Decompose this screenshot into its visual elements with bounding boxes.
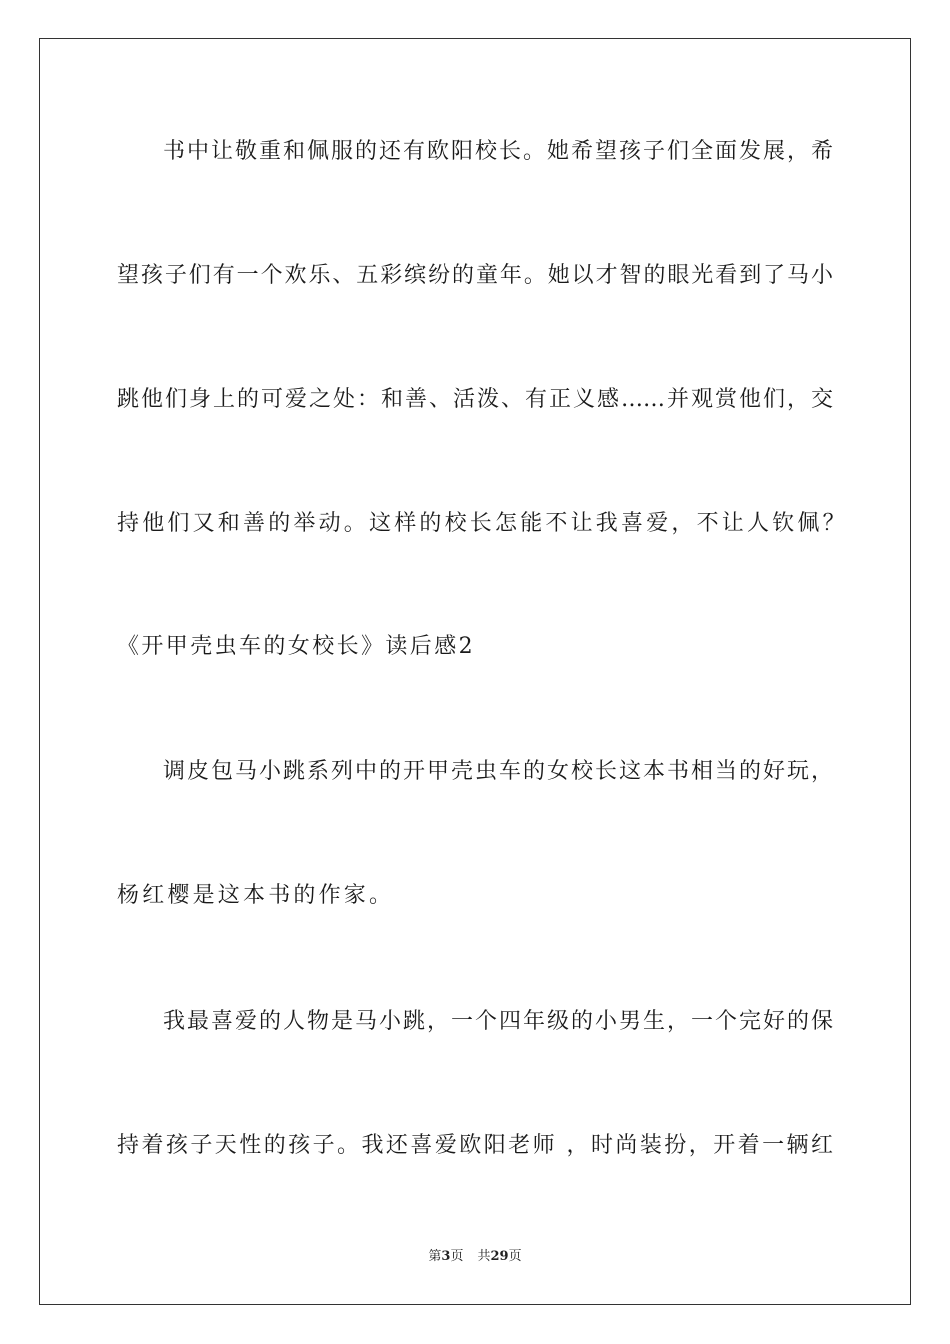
page-footer: [0, 1248, 950, 1266]
page-number: 3: [441, 1249, 451, 1264]
page-prefix: 第: [428, 1249, 442, 1264]
total-pages: 29: [490, 1249, 509, 1264]
body-text-line: 杨红樱是这本书的作家。: [117, 883, 395, 908]
body-text-line: 我最喜爱的人物是马小跳，一个四年级的小男生，一个完好的保: [163, 1009, 833, 1034]
page-suffix: 页: [450, 1249, 464, 1264]
page-border: [39, 38, 911, 1305]
body-text-line: 持他们又和善的举动。这样的校长怎能不让我喜爱，不让人钦佩？: [117, 511, 848, 536]
body-text-line: 书中让敬重和佩服的还有欧阳校长。她希望孩子们全面发展，希: [163, 139, 833, 164]
body-text-line: 望孩子们有一个欢乐、五彩缤纷的童年。她以才智的眼光看到了马小: [117, 263, 833, 288]
total-prefix: 共: [477, 1249, 491, 1264]
section-heading: 《开甲壳虫车的女校长》读后感2: [117, 634, 475, 659]
total-suffix: 页: [508, 1249, 522, 1264]
body-text-line: 持着孩子天性的孩子。我还喜爱欧阳老师 ，时尚装扮，开着一辆红: [117, 1133, 833, 1158]
body-text-line: 调皮包马小跳系列中的开甲壳虫车的女校长这本书相当的好玩，: [163, 759, 833, 784]
body-text-line: 跳他们身上的可爱之处：和善、活泼、有正义感……并观赏他们，交: [117, 387, 833, 412]
